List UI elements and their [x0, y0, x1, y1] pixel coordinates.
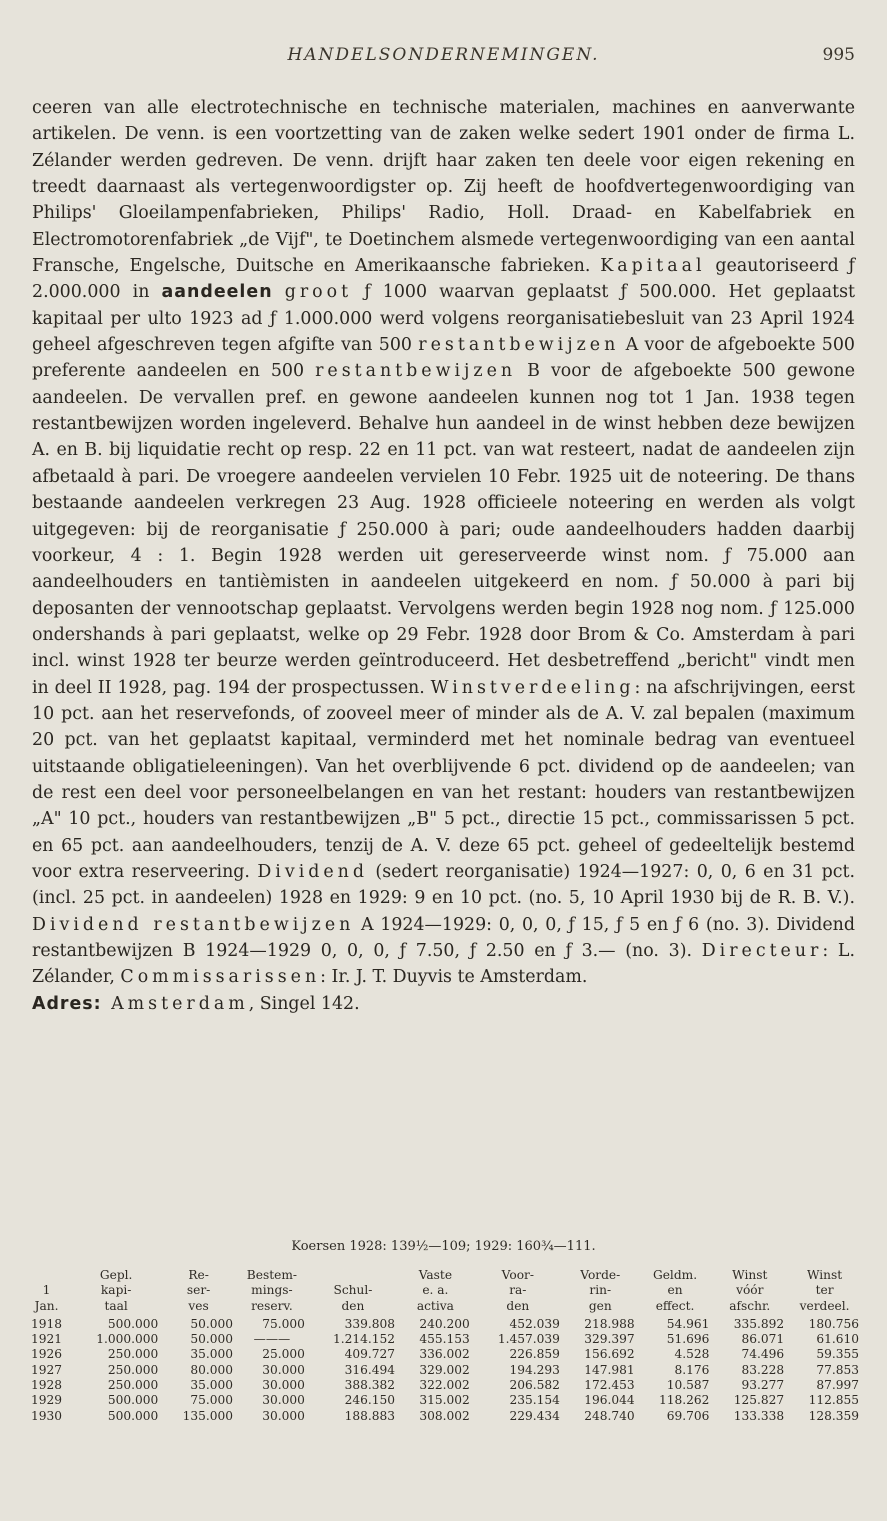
column-header-line: e. a.: [422, 1283, 449, 1298]
column-header-line: reserv.: [251, 1298, 293, 1313]
keyword-commissarissen: Commissarissen: [120, 967, 321, 988]
column-header: [398, 1268, 473, 1317]
table-cell: 409.727: [344, 1347, 395, 1362]
table-cell: 156.692: [584, 1347, 635, 1362]
table-cell: 30.000: [262, 1378, 305, 1393]
column-header-line: Jan.: [34, 1298, 59, 1313]
table-cell: 30.000: [262, 1362, 305, 1377]
table-cell: 51.696: [666, 1332, 710, 1347]
table-row: [22, 1409, 862, 1424]
column-header: [712, 1268, 787, 1317]
column-header-line: en: [667, 1283, 683, 1298]
table-cell: ———: [253, 1332, 291, 1347]
column-header-line: activa: [416, 1298, 454, 1313]
year-cell: 1926: [31, 1347, 63, 1362]
table-header-row: [22, 1268, 862, 1317]
address-city: Amsterdam: [101, 993, 249, 1014]
column-header-line: ves: [188, 1298, 209, 1313]
table-cell: 1.000.000: [96, 1332, 159, 1347]
year-cell: 1918: [31, 1316, 63, 1331]
keyword-groot: groot: [284, 282, 353, 303]
table-cell: 329.002: [419, 1362, 470, 1377]
table-cell: 118.262: [659, 1393, 710, 1408]
table-row: [22, 1317, 862, 1332]
table-cell: 133.338: [733, 1408, 785, 1423]
table-cell: 452.039: [509, 1316, 560, 1331]
table-cell: 54.961: [666, 1316, 710, 1331]
column-header-line: Winst: [806, 1268, 843, 1282]
table-cell: 188.883: [344, 1408, 395, 1423]
text-segment: A voor de afgeboekte 500 preferente aandeelen en 500: [32, 335, 855, 382]
table-cell: 35.000: [190, 1378, 233, 1393]
year-cell: 1921: [31, 1332, 63, 1347]
keyword-aandeelen: aandeelen: [161, 282, 273, 303]
table-cell: 25.000: [262, 1347, 305, 1362]
table-cell: 125.827: [733, 1393, 785, 1408]
page-header: [32, 45, 855, 75]
column-header-line: verdeel.: [799, 1298, 850, 1313]
table-cell: 35.000: [190, 1347, 233, 1362]
table-cell: 308.002: [419, 1408, 470, 1423]
text-segment: : Ir. J. T. Duyvis te Amsterdam.: [320, 967, 588, 988]
table-cell: 316.494: [344, 1362, 395, 1377]
table-cell: 196.044: [584, 1393, 635, 1408]
table-cell: 75.000: [262, 1316, 305, 1331]
table-cell: 50.000: [190, 1316, 233, 1331]
column-header-line: gen: [588, 1298, 612, 1313]
table-cell: 69.706: [666, 1408, 710, 1423]
table-cell: 250.000: [107, 1347, 159, 1362]
table-cell: 218.988: [584, 1316, 635, 1331]
table-row: [22, 1363, 862, 1378]
text-segment: (sedert reorganisatie) 1924—1927: 0, 0, 6 en 31 pct. (incl. 25 pct. in aandeelen) 1928 en 1929: 9 en 10 pct. (no. 5, 10 April 1930 bij de R. B. V.).: [32, 861, 855, 909]
column-header-line: Re-: [188, 1268, 209, 1282]
table-cell: 50.000: [190, 1332, 233, 1347]
column-header-line: Geldm.: [652, 1268, 698, 1282]
page-number: 995: [822, 45, 855, 65]
column-header-line: ter: [815, 1283, 834, 1298]
keyword-dividend: Dividend: [257, 861, 369, 882]
address-street: , Singel 142.: [248, 993, 360, 1014]
text-segment: [273, 282, 285, 302]
address-line: [32, 991, 855, 1017]
table-cell: 1.214.152: [332, 1332, 395, 1347]
keyword-dividend-restantbewijzen: Dividend restantbewijzen: [32, 914, 355, 935]
text-segment: A 1924—1929: 0, 0, 0, ƒ 15, ƒ 5 en ƒ 6 (no. 3). Dividend restantbewijzen B 1924—1929 0, 0, 0, ƒ 7.50, ƒ 2.50 en ƒ 3.— (no. 3).: [32, 914, 855, 961]
text-segment: : na afschrijvingen, eerst 10 pct. aan het reservefonds, of zooveel meer of minder als de A. V. zal bepalen (maximum 20 pct. van het geplaatst kapitaal, verminderd met het nominale bedrag van eventueel uitstaande obligatieleeningen). Van het overblijvende 6 pct. dividend op de aandeelen; van de rest een deel voor personeelbelangen en van het restant: houders van restantbewijzen „A" 10 pct., houders van restantbewijzen „B" 5 pct., directie 15 pct., commissarissen 5 pct. en 65 pct. aan aandeelhouders, tenzij de A. V. deze 65 pct. geheel of gedeeltelijk bestemd voor extra reserveering.: [32, 677, 855, 882]
table-row: [22, 1347, 862, 1362]
table-cell: 248.740: [584, 1408, 635, 1423]
text-segment: ƒ 1000 waarvan geplaatst ƒ 500.000. Het geplaatst kapitaal per ulto 1923 ad ƒ 1.000.000 werd volgens reorganisatiebesluit van 23 April 1924 geheel afgeschreven tegen afgifte van 500: [32, 282, 856, 356]
table-cell: 226.859: [509, 1347, 560, 1362]
table-cell: 80.000: [190, 1362, 233, 1377]
table-cell: 147.981: [584, 1362, 635, 1377]
table-cell: 83.228: [741, 1362, 785, 1377]
column-header-line: Voor-: [501, 1268, 534, 1282]
table-row: [22, 1393, 862, 1408]
table-cell: 250.000: [107, 1378, 159, 1393]
year-cell: 1928: [31, 1378, 63, 1393]
table-cell: 500.000: [107, 1316, 159, 1331]
table-cell: 86.071: [741, 1332, 785, 1347]
table-cell: 235.154: [509, 1393, 560, 1408]
column-header-line: afschr.: [729, 1298, 771, 1313]
table-cell: 128.359: [808, 1408, 859, 1423]
text-segment: B voor de afgeboekte 500 gewone aandeelen. De vervallen pref. en gewone aandeelen kunnen nog tot 1 Jan. 1938 tegen restantbewijzen worden ingeleverd. Behalve hun aandeel in de winst hebben deze bewijzen A. en B. bij liquidatie recht op resp. 22 en 11 pct. van wat resteert, nadat de aandeelen zijn afbetaald à pari. De vroegere aandeelen vervielen 10 Febr. 1925 uit de noteering. De thans bestaande aandeelen verkregen 23 Aug. 1928 officieele noteering en werden als volgt uitgegeven: bij de reorganisatie ƒ 250.000 à pari; oude aandeelhouders hadden daarbij voorkeur, 4 : 1. Begin 1928 werden uit gereserveerde winst nom. ƒ 75.000 aan aandeelhouders en tantièmisten in aandeelen uitgekeerd en nom. ƒ 50.000 à pari bij deposanten der vennootschap geplaatst. Vervolgens werden begin 1928 nog nom. ƒ 125.000 ondershands à pari geplaatst, welke op 29 Febr. 1928 door Brom & Co. Amsterdam à pari incl. winst 1928 ter beurze werden geïntroduceerd. Het desbetreffend „bericht" vindt men in deel II 1928, pag. 194 der prospectussen.: [32, 361, 855, 698]
table-cell: 229.434: [509, 1408, 560, 1423]
table-cell: 59.355: [816, 1347, 859, 1362]
table-cell: 135.000: [182, 1408, 233, 1423]
table-cell: 500.000: [107, 1408, 159, 1423]
column-header-line: Schul-: [333, 1283, 373, 1298]
table-cell: 240.200: [419, 1316, 470, 1331]
column-header: [787, 1268, 862, 1317]
table-cell: 8.176: [674, 1362, 710, 1377]
table-cell: 112.855: [808, 1393, 859, 1408]
table-cell: 335.892: [733, 1316, 785, 1331]
column-header: [473, 1268, 563, 1317]
financial-table: [22, 1268, 862, 1424]
column-header-line: Bestem-: [246, 1268, 298, 1282]
company-description: [32, 95, 855, 991]
column-header-line: Vorde-: [580, 1268, 621, 1282]
table-row: [22, 1378, 862, 1393]
table-cell: 339.808: [344, 1316, 395, 1331]
year-cell: 1930: [31, 1408, 63, 1423]
column-header-line: mings-: [251, 1283, 293, 1298]
table-cell: 336.002: [419, 1347, 470, 1362]
column-header-line: Winst: [732, 1268, 768, 1282]
table-cell: 172.453: [584, 1378, 635, 1393]
column-header: [236, 1268, 308, 1317]
table-cell: 315.002: [419, 1393, 470, 1408]
year-cell: 1927: [31, 1362, 63, 1377]
text-segment: ceeren van alle electrotechnische en technische materialen, machines en aanverwante artikelen. De venn. is een voortzetting van de zaken welke sedert 1901 onder de firma L. Zélander werden gedreven. De venn. drijft haar zaken ten deele voor eigen rekening en treedt daarnaast als vertegenwoordigster op. Zij heeft de hoofdvertegenwoordiging van Philips' Gloeilampenfabrieken, Philips' Radio, Holl. Draad- en Kabelfabriek en Electromotorenfabriek „de Vijf", te Doetinchem alsmede vertegenwoordiging van een aantal Fransche, Engelsche, Duitsche en Amerikaansche fabrieken.: [32, 98, 855, 277]
keyword-restantbewijzen-a: restantbewijzen: [418, 335, 620, 356]
table-cell: 4.528: [674, 1347, 710, 1362]
koersen-line: Koersen 1928: 139½—109; 1929: 160¾—111.: [291, 1239, 596, 1254]
table-cell: 75.000: [190, 1393, 233, 1408]
table-cell: 77.853: [816, 1362, 859, 1377]
table-cell: 87.997: [816, 1378, 859, 1393]
column-header-line: 1: [42, 1283, 51, 1298]
table-cell: 329.397: [584, 1332, 635, 1347]
table-cell: 455.153: [419, 1332, 470, 1347]
table-cell: 180.756: [808, 1316, 859, 1331]
column-header-line: ser-: [186, 1283, 211, 1298]
column-header: [308, 1268, 398, 1317]
table-cell: 250.000: [107, 1362, 159, 1377]
text-segment: geautoriseerd ƒ 2.000.000 in: [32, 256, 855, 303]
table-cell: 1.457.039: [497, 1332, 560, 1347]
table-cell: 246.150: [344, 1393, 395, 1408]
column-header: [563, 1268, 638, 1317]
table-cell: 500.000: [107, 1393, 159, 1408]
column-header-line: taal: [104, 1298, 128, 1313]
year-cell: 1929: [31, 1393, 63, 1408]
column-header-line: ra-: [509, 1283, 527, 1298]
column-header: [22, 1268, 71, 1317]
column-header-line: Vaste: [418, 1268, 453, 1282]
table-cell: 194.293: [509, 1362, 560, 1377]
table-cell: 206.582: [509, 1378, 560, 1393]
column-header-line: Gepl.: [99, 1268, 133, 1282]
column-header-line: vóór: [736, 1283, 764, 1298]
keyword-restantbewijzen-b: restantbewijzen: [315, 361, 517, 382]
column-header: [71, 1268, 161, 1317]
column-header: [161, 1268, 236, 1317]
table-cell: 322.002: [419, 1378, 470, 1393]
column-header-line: kapi-: [100, 1283, 132, 1298]
text-segment: : L. Zélander,: [32, 941, 856, 988]
column-header-line: rin-: [589, 1283, 612, 1298]
table-cell: 388.382: [344, 1378, 395, 1393]
keyword-kapitaal: Kapitaal: [600, 256, 706, 277]
keyword-directeur: Directeur: [701, 941, 823, 961]
table-cell: 30.000: [262, 1408, 305, 1423]
table-cell: 10.587: [666, 1378, 710, 1393]
keyword-winstverdeeling: Winstverdeeling: [430, 677, 635, 698]
body-text: [32, 95, 855, 1017]
table-cell: 74.496: [741, 1347, 785, 1362]
table-cell: 30.000: [262, 1393, 305, 1408]
column-header: [638, 1268, 713, 1317]
table-cell: 61.610: [816, 1332, 859, 1347]
table-row: [22, 1332, 862, 1347]
column-header-line: effect.: [655, 1298, 695, 1313]
address-label: Adres:: [32, 993, 102, 1014]
table-cell: 93.277: [741, 1378, 785, 1393]
column-header-line: den: [506, 1298, 530, 1313]
running-head: HANDELSONDERNEMINGEN.: [287, 45, 600, 65]
column-header-line: den: [341, 1298, 365, 1313]
